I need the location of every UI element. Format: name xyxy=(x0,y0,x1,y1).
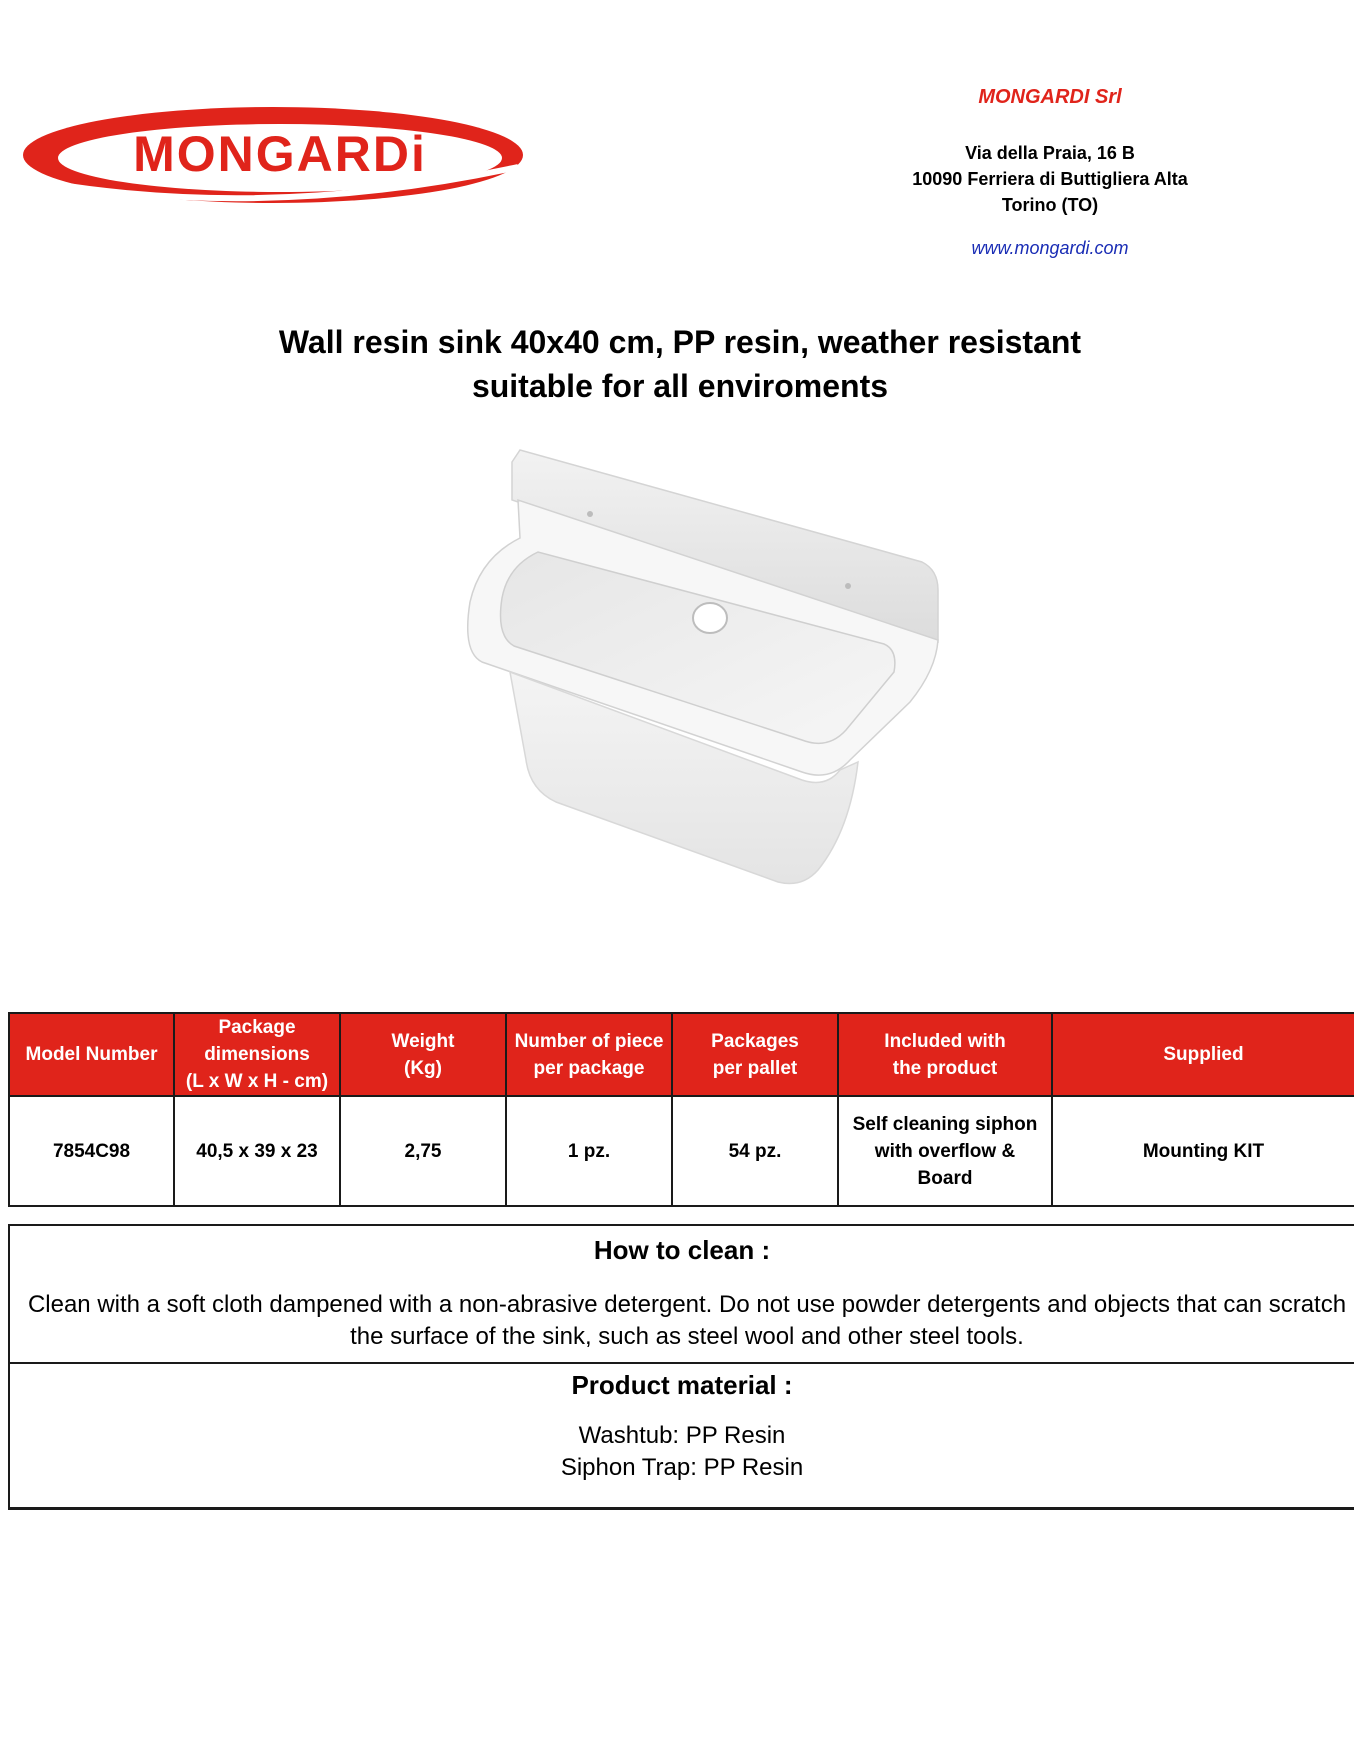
cell-pieces-per-package: 1 pz. xyxy=(506,1096,672,1206)
header-weight: Weight (Kg) xyxy=(340,1013,506,1096)
svg-text:MONGARDi: MONGARDi xyxy=(133,126,427,182)
cell-package-dimensions: 40,5 x 39 x 23 xyxy=(174,1096,340,1206)
cell-packages-per-pallet: 54 pz. xyxy=(672,1096,838,1206)
website-link[interactable]: www.mongardi.com xyxy=(971,238,1129,258)
header-pieces-per-package: Number of piece per package xyxy=(506,1013,672,1096)
material-section xyxy=(10,1364,1354,1509)
mongardi-logo xyxy=(18,95,538,215)
material-heading: Product material : xyxy=(571,1370,793,1400)
cell-weight: 2,75 xyxy=(340,1096,506,1206)
product-title xyxy=(150,320,1210,408)
cleaning-section xyxy=(10,1226,1354,1364)
material-list xyxy=(10,1420,1354,1484)
header-packages-per-pallet: Packages per pallet xyxy=(672,1013,838,1096)
specifications-table xyxy=(8,1012,1354,1207)
sink-product-image xyxy=(370,440,980,900)
product-title-line2: suitable for all enviroments xyxy=(471,368,889,404)
company-address xyxy=(870,140,1230,218)
address-street: Via della Praia, 16 B xyxy=(965,143,1135,163)
table-row xyxy=(9,1096,1354,1206)
material-siphon: Siphon Trap: PP Resin xyxy=(560,1454,804,1481)
cell-included: Self cleaning siphon with overflow & Board xyxy=(838,1096,1052,1206)
info-box xyxy=(8,1224,1354,1510)
header-supplied: Supplied xyxy=(1052,1013,1354,1096)
cleaning-text: Clean with a soft cloth dampened with a non-abrasive detergent. Do not use powder detergents and objects that can scratch the surface of the sink, such as steel wool and other steel tools. xyxy=(27,1291,1347,1350)
header-package-dimensions: Package dimensions (L x W x H - cm) xyxy=(174,1013,340,1096)
address-city: 10090 Ferriera di Buttigliera Alta xyxy=(912,169,1188,189)
material-washtub: Washtub: PP Resin xyxy=(578,1422,786,1449)
table-header-row xyxy=(9,1013,1354,1096)
mongardi-logo-graphic xyxy=(18,95,538,215)
cell-supplied: Mounting KIT xyxy=(1052,1096,1354,1206)
company-name: MONGARDI Srl xyxy=(978,86,1122,108)
header-included: Included with the product xyxy=(838,1013,1052,1096)
cell-model-number: 7854C98 xyxy=(9,1096,174,1206)
address-province: Torino (TO) xyxy=(1001,195,1099,215)
product-title-line1: Wall resin sink 40x40 cm, PP resin, weather resistant xyxy=(278,324,1082,360)
header-model-number: Model Number xyxy=(9,1013,174,1096)
cleaning-heading: How to clean : xyxy=(593,1235,771,1265)
